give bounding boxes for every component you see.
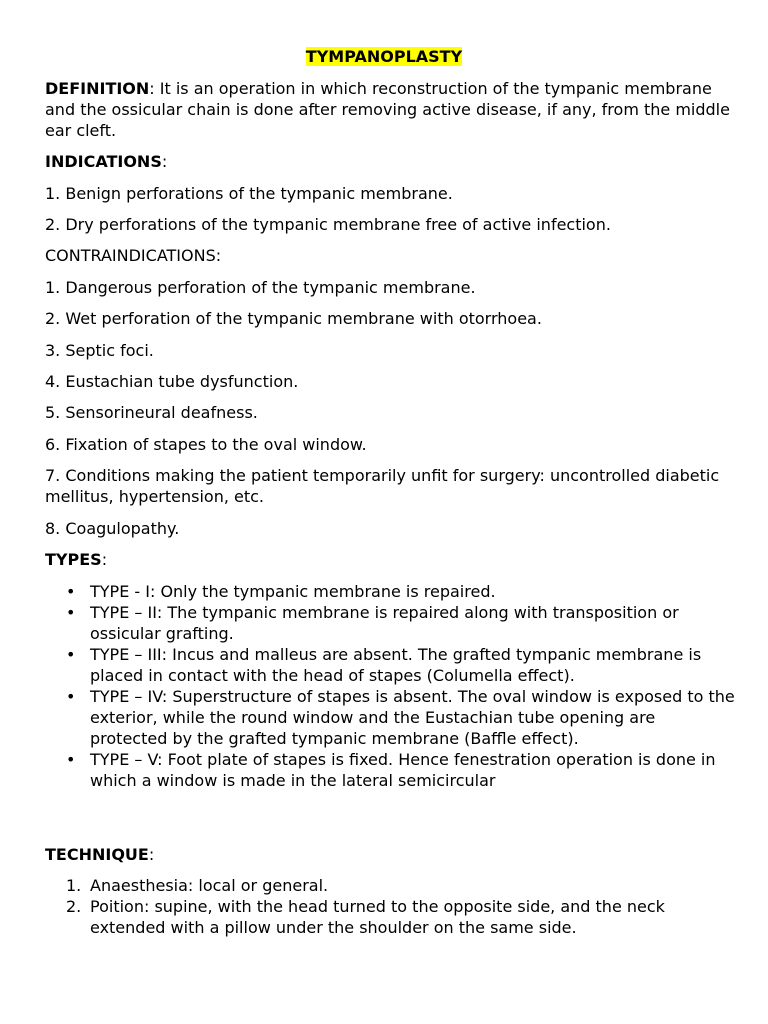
- type-text: TYPE – II: The tympanic membrane is repaired along with transposition or ossicular grafting.: [90, 603, 679, 643]
- indications-heading: [45, 151, 735, 172]
- type-text: TYPE - I: Only the tympanic membrane is repaired.: [90, 582, 496, 601]
- definition-paragraph: [45, 78, 735, 141]
- contraindication-item: 4. Eustachian tube dysfunction.: [45, 372, 299, 391]
- type-item: [45, 581, 735, 602]
- type-text: TYPE – III: Incus and malleus are absent. The grafted tympanic membrane is placed in contact with the head of stapes (Columella effect).: [90, 645, 702, 685]
- indications-sep: :: [161, 152, 168, 171]
- indications-label: INDICATIONS: [45, 152, 162, 171]
- types-heading: [45, 549, 735, 570]
- types-label: TYPES: [45, 550, 102, 569]
- definition-sep: :: [149, 79, 155, 98]
- contraindication-item: 5. Sensorineural deafness.: [45, 403, 258, 422]
- item-number: 2.: [66, 897, 82, 916]
- type-text: TYPE – IV: Superstructure of stapes is absent. The oval window is exposed to the exterior, while the round window and the Eustachian tube opening are protected by the grafted tympanic membrane (Baffle effect).: [90, 687, 735, 748]
- types-list: [45, 581, 735, 791]
- technique-list: [45, 875, 735, 938]
- types-sep: :: [101, 550, 108, 569]
- technique-item: [45, 896, 735, 938]
- definition-text: It is an operation in which reconstruction of the tympanic membrane and the ossicular chain is done after removing active disease, if any, from the middle ear cleft.: [45, 79, 730, 140]
- type-item: [45, 686, 735, 749]
- technique-heading: [45, 844, 735, 865]
- contraindication-item: 7. Conditions making the patient temporarily unfit for surgery: uncontrolled diabetic mellitus, hypertension, etc.: [45, 466, 720, 506]
- bullet-icon: •: [66, 603, 76, 622]
- contraindications-heading: CONTRAINDICATIONS:: [45, 246, 222, 265]
- bullet-icon: •: [66, 645, 76, 664]
- technique-text: Anaesthesia: local or general.: [90, 876, 329, 895]
- contraindication-item: 2. Wet perforation of the tympanic membrane with otorrhoea.: [45, 309, 542, 328]
- contraindication-item: 6. Fixation of stapes to the oval window.: [45, 435, 367, 454]
- type-item: [45, 602, 735, 644]
- indication-item: 1. Benign perforations of the tympanic membrane.: [45, 184, 453, 203]
- definition-label: DEFINITION: [45, 79, 150, 98]
- type-text: TYPE – V: Foot plate of stapes is fixed. Hence fenestration operation is done in which a window is made in the lateral semicircular: [90, 750, 716, 790]
- bullet-icon: •: [66, 687, 76, 706]
- indication-item: 2. Dry perforations of the tympanic membrane free of active infection.: [45, 215, 611, 234]
- technique-label: TECHNIQUE: [45, 845, 149, 864]
- type-item: [45, 644, 735, 686]
- document-title: [0, 46, 768, 67]
- bullet-icon: •: [66, 750, 76, 769]
- contraindication-item: 8. Coagulopathy.: [45, 519, 180, 538]
- technique-text: Poition: supine, with the head turned to the opposite side, and the neck extended with a pillow under the shoulder on the same side.: [90, 897, 665, 937]
- technique-item: [45, 875, 735, 896]
- title-highlight: TYMPANOPLASTY: [305, 47, 463, 66]
- technique-sep: :: [148, 845, 155, 864]
- contraindication-item: 3. Septic foci.: [45, 341, 154, 360]
- bullet-icon: •: [66, 582, 76, 601]
- item-number: 1.: [66, 876, 82, 895]
- contraindication-item: 1. Dangerous perforation of the tympanic membrane.: [45, 278, 476, 297]
- type-item: [45, 749, 735, 791]
